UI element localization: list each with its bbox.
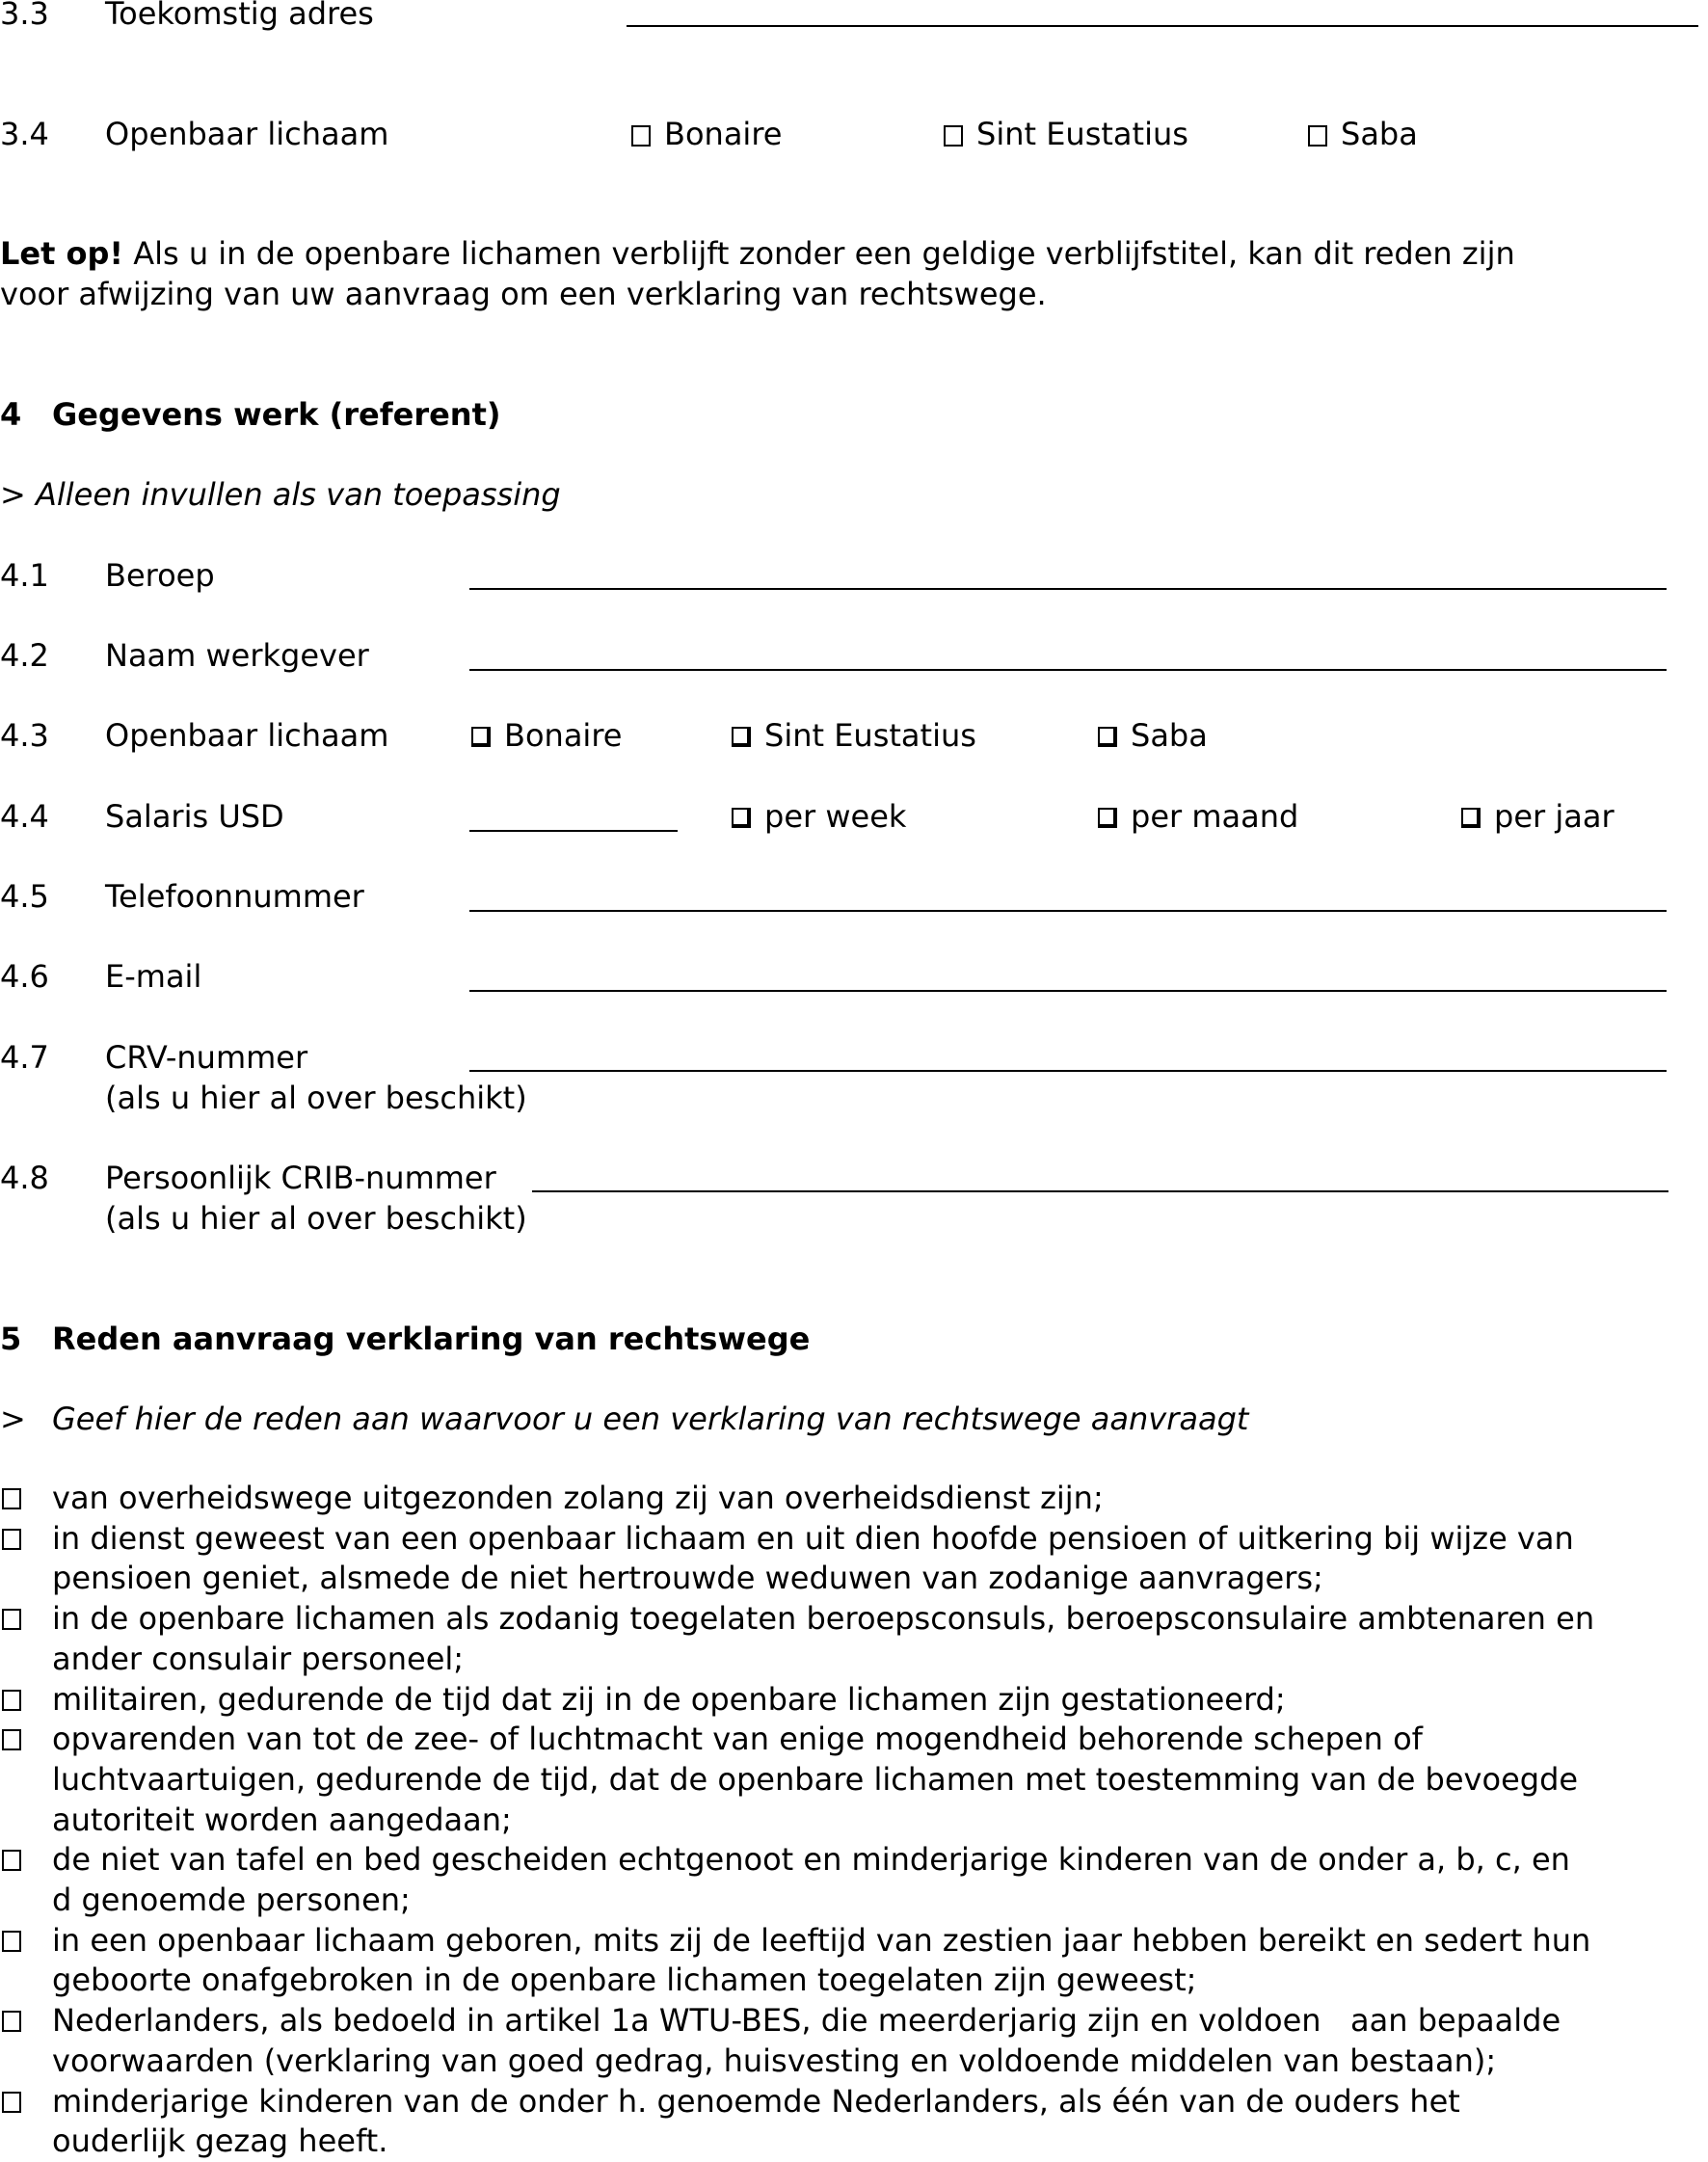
reasons-list [0, 1479, 1708, 2162]
field-label-crib: Persoonlijk CRIB-nummer [105, 1160, 496, 1196]
reason-item[interactable]: in de openbare lichamen als zodanig toegelaten beroepsconsuls, beroepsconsulaire ambtenaren en ander consulair personeel; [0, 1599, 1708, 1679]
checkbox-icon[interactable] [2, 1529, 21, 1550]
field-number: 4.3 [0, 717, 49, 754]
section-5-instruction: Geef hier de reden aan waarvoor u een verklaring van rechtswege aanvraagt [52, 1401, 1249, 1437]
email-input-line[interactable] [469, 990, 1667, 992]
notice-label: Let op! [0, 235, 124, 272]
reason-item[interactable]: minderjarige kinderen van de onder h. genoemde Nederlanders, als één van de ouders het ouderlijk gezag heeft. [0, 2082, 1708, 2162]
checkbox-icon[interactable] [2, 2011, 21, 2032]
field-label-email: E-mail [105, 958, 202, 995]
field-label-public-body: Openbaar lichaam [105, 116, 389, 152]
checkbox-per-week[interactable]: per week [732, 796, 906, 837]
checkbox-sint-eustatius-3-4[interactable]: Sint Eustatius [944, 114, 1188, 154]
field-number: 3.3 [0, 0, 49, 32]
field-number: 3.4 [0, 116, 49, 152]
field-number: 4.1 [0, 557, 49, 594]
checkbox-icon[interactable] [1098, 808, 1117, 828]
checkbox-bonaire-4-3[interactable]: Bonaire [471, 715, 622, 756]
reason-item[interactable]: Nederlanders, als bedoeld in artikel 1a WTU-BES, die meerderjarig zijn en voldoen aan bepaalde voorwaarden (verklaring van goed gedrag, huisvesting en voldoende middelen van bestaan); [0, 2001, 1708, 2081]
field-label-crv: CRV-nummer [105, 1039, 308, 1076]
section-4-instruction: > Alleen invullen als van toepassing [0, 476, 561, 513]
field-number: 4.7 [0, 1039, 49, 1076]
checkbox-saba-3-4[interactable]: Saba [1308, 114, 1418, 154]
crib-input-line[interactable] [532, 1190, 1668, 1192]
checkbox-icon[interactable] [2, 1729, 21, 1750]
field-number: 4.4 [0, 798, 49, 835]
section-4-title: Gegevens werk (referent) [52, 396, 501, 433]
field-label-employer-name: Naam werkgever [105, 637, 369, 674]
reason-item[interactable]: de niet van tafel en bed gescheiden echtgenoot en minderjarige kinderen van de onder a, b, c, en d genoemde personen; [0, 1840, 1708, 1920]
checkbox-icon[interactable] [2, 1609, 21, 1630]
instruction-marker: > [0, 1401, 26, 1437]
checkbox-sint-eustatius-4-3[interactable]: Sint Eustatius [732, 715, 976, 756]
notice: Let op! Als u in de openbare lichamen verblijft zonder een geldige verblijfstitel, kan dit reden zijn [0, 235, 1515, 272]
field-number: 4.8 [0, 1160, 49, 1196]
checkbox-bonaire-3-4[interactable]: Bonaire [631, 114, 782, 154]
field-label-future-address: Toekomstig adres [105, 0, 374, 32]
checkbox-icon[interactable] [1461, 808, 1481, 828]
checkbox-icon[interactable] [732, 727, 751, 747]
reason-item[interactable]: in een openbaar lichaam geboren, mits zij de leeftijd van zestien jaar hebben bereikt en sedert hun geboorte onafgebroken in de openbare lichamen toegelaten zijn geweest; [0, 1921, 1708, 2001]
notice-line-2: voor afwijzing van uw aanvraag om een verklaring van rechtswege. [0, 276, 1047, 312]
checkbox-icon[interactable] [631, 125, 651, 147]
future-address-input-line[interactable] [627, 25, 1698, 27]
checkbox-icon[interactable] [1308, 125, 1327, 147]
checkbox-icon[interactable] [2, 1931, 21, 1952]
checkbox-per-month[interactable]: per maand [1098, 796, 1298, 837]
section-5-title: Reden aanvraag verklaring van rechtswege [52, 1321, 811, 1357]
reason-item[interactable]: militairen, gedurende de tijd dat zij in de openbare lichamen zijn gestationeerd; [0, 1680, 1708, 1721]
checkbox-per-year[interactable]: per jaar [1461, 796, 1615, 837]
checkbox-icon[interactable] [2, 2092, 21, 2113]
checkbox-icon[interactable] [2, 1850, 21, 1871]
field-label-salary: Salaris USD [105, 798, 284, 835]
field-sublabel-crib: (als u hier al over beschikt) [105, 1200, 527, 1237]
employer-name-input-line[interactable] [469, 669, 1667, 671]
reason-item[interactable]: van overheidswege uitgezonden zolang zij van overheidsdienst zijn; [0, 1479, 1708, 1519]
field-sublabel-crv: (als u hier al over beschikt) [105, 1080, 527, 1116]
reason-item[interactable]: opvarenden van tot de zee- of luchtmacht van enige mogendheid behorende schepen of luchtvaartuigen, gedurende de tijd, dat de openbare lichamen met toestemming van de bevoegde autoriteit worden aangedaan; [0, 1720, 1708, 1840]
reason-item[interactable]: in dienst geweest van een openbaar lichaam en uit dien hoofde pensioen of uitkering bij wijze van pensioen geniet, alsmede de niet hertrouwde weduwen van zodanige aanvragers; [0, 1519, 1708, 1599]
crv-input-line[interactable] [469, 1070, 1667, 1072]
field-label-occupation: Beroep [105, 557, 215, 594]
checkbox-icon[interactable] [1098, 727, 1117, 747]
checkbox-icon[interactable] [471, 727, 491, 747]
checkbox-icon[interactable] [732, 808, 751, 828]
occupation-input-line[interactable] [469, 588, 1667, 590]
checkbox-icon[interactable] [944, 125, 963, 147]
field-label-public-body: Openbaar lichaam [105, 717, 389, 754]
field-number: 4.2 [0, 637, 49, 674]
checkbox-icon[interactable] [2, 1690, 21, 1711]
checkbox-icon[interactable] [2, 1488, 21, 1509]
checkbox-saba-4-3[interactable]: Saba [1098, 715, 1208, 756]
section-4-number: 4 [0, 396, 22, 433]
field-label-phone: Telefoonnummer [105, 878, 364, 915]
phone-input-line[interactable] [469, 910, 1667, 912]
field-number: 4.6 [0, 958, 49, 995]
section-5-number: 5 [0, 1321, 22, 1357]
salary-input-line[interactable] [469, 830, 678, 832]
field-number: 4.5 [0, 878, 49, 915]
